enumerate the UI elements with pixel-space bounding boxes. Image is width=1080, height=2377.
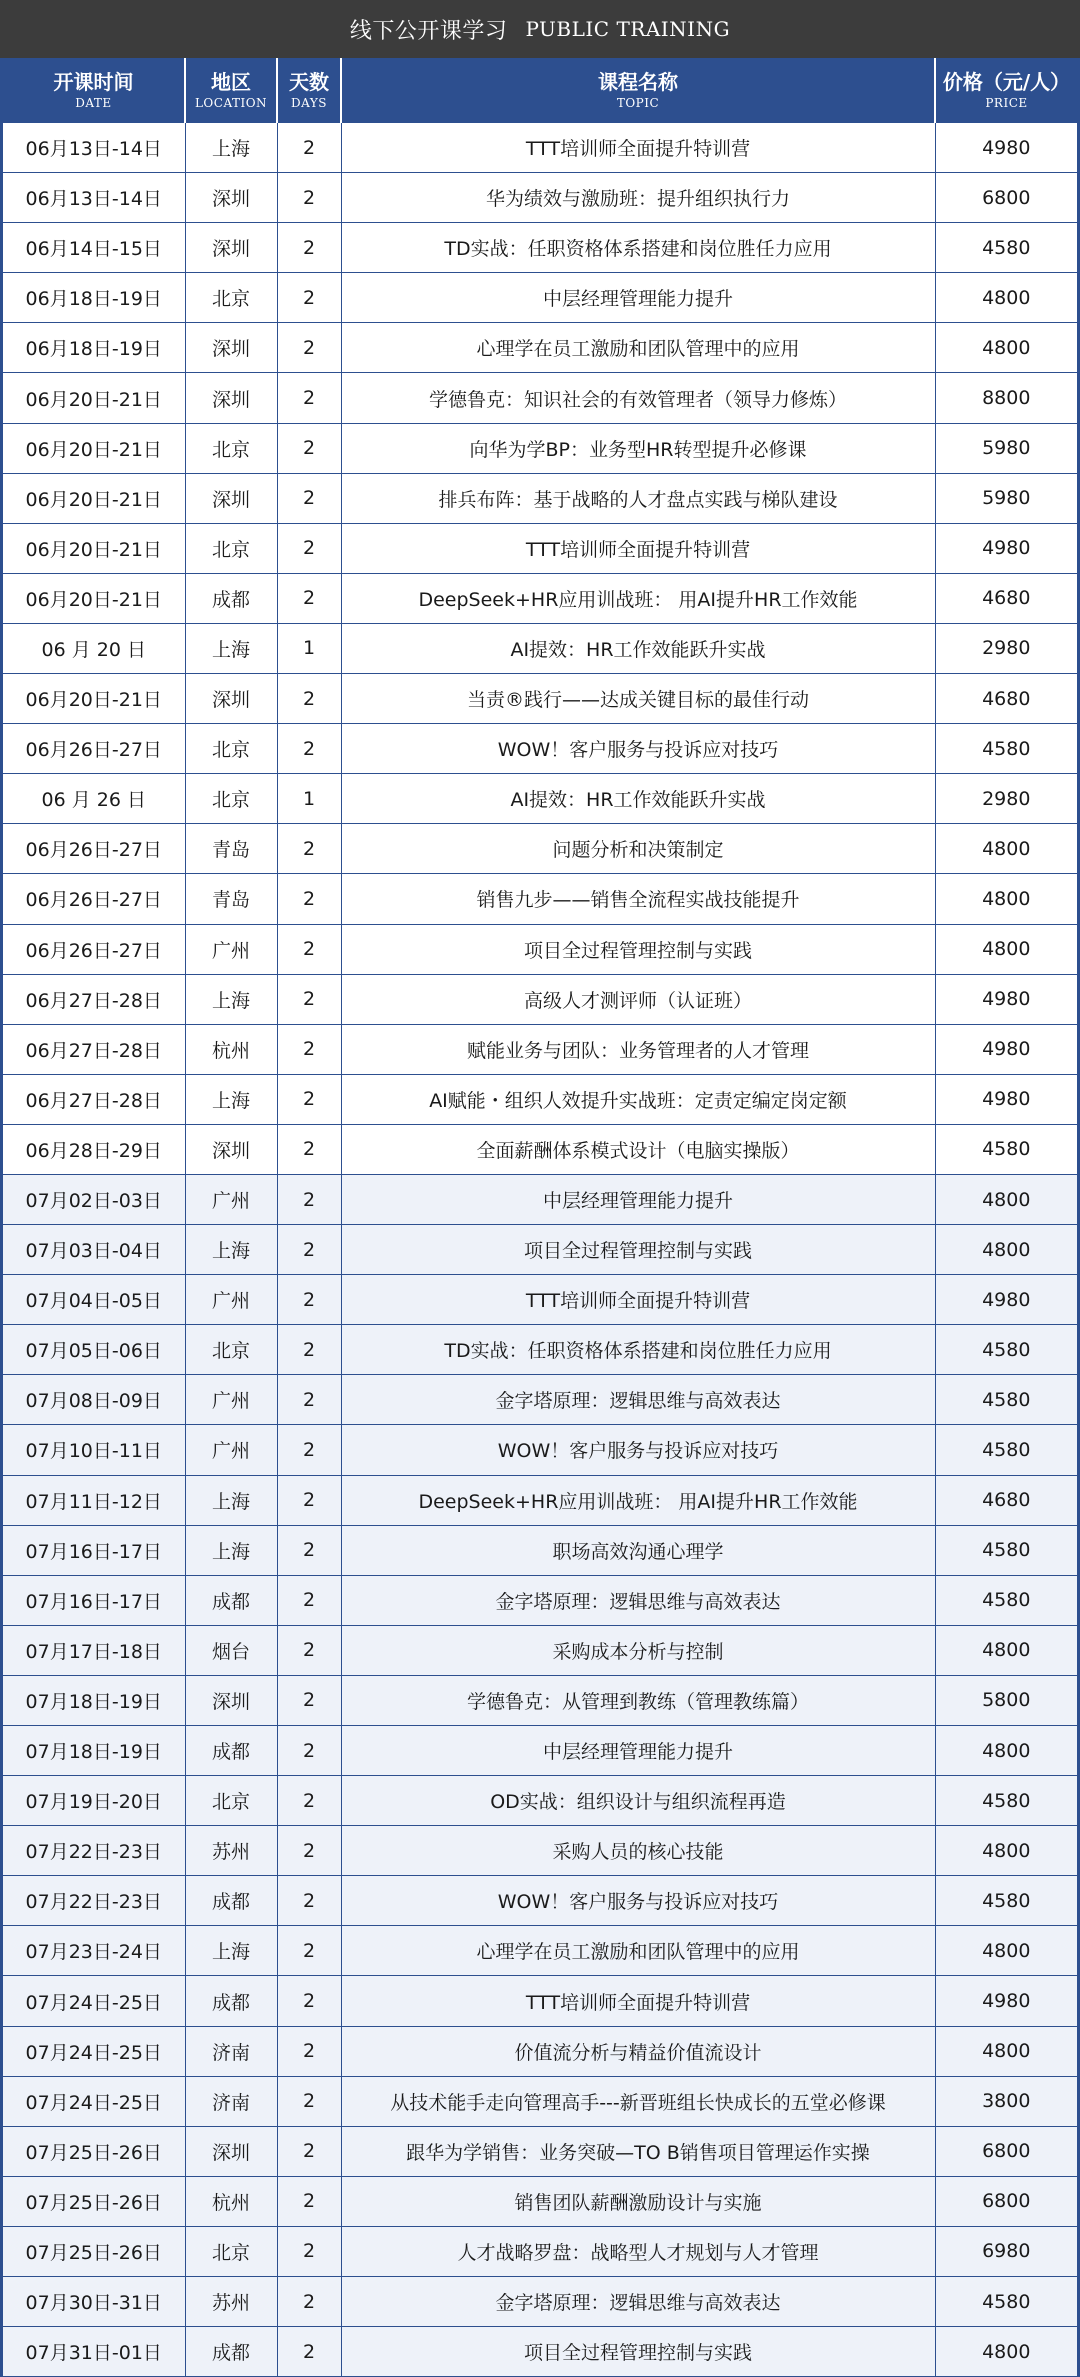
table-row: [3, 1275, 1077, 1325]
cell-date: 06月20日-21日: [3, 674, 185, 724]
cell-location: 北京: [185, 774, 277, 824]
cell-location: 深圳: [185, 223, 277, 273]
cell-topic: 排兵布阵：基于战略的人才盘点实践与梯队建设: [341, 473, 935, 523]
cell-location: 深圳: [185, 373, 277, 423]
cell-date: 07月22日-23日: [3, 1876, 185, 1926]
cell-location: 深圳: [185, 2126, 277, 2176]
cell-price: 4800: [935, 1174, 1077, 1224]
table-row: [3, 924, 1077, 974]
table-row: [3, 273, 1077, 323]
cell-location: 上海: [185, 623, 277, 673]
cell-price: 4800: [935, 924, 1077, 974]
cell-date: 07月30日-31日: [3, 2277, 185, 2327]
cell-days: 2: [277, 1425, 341, 1475]
cell-location: 深圳: [185, 1675, 277, 1725]
cell-price: 4580: [935, 724, 1077, 774]
table-row: [3, 623, 1077, 673]
cell-location: 烟台: [185, 1625, 277, 1675]
cell-topic: 心理学在员工激励和团队管理中的应用: [341, 323, 935, 373]
cell-price: 4580: [935, 2277, 1077, 2327]
cell-location: 上海: [185, 1225, 277, 1275]
cell-price: 4980: [935, 1024, 1077, 1074]
cell-days: 2: [277, 323, 341, 373]
table-row: [3, 1926, 1077, 1976]
cell-price: 4980: [935, 1074, 1077, 1124]
schedule-frame: [0, 58, 1080, 2377]
cell-date: 07月31日-01日: [3, 2327, 185, 2377]
cell-price: 4800: [935, 824, 1077, 874]
cell-price: 5980: [935, 473, 1077, 523]
table-row: [3, 674, 1077, 724]
cell-topic: TTT培训师全面提升特训营: [341, 1275, 935, 1325]
cell-days: 2: [277, 2076, 341, 2126]
cell-date: 06月26日-27日: [3, 924, 185, 974]
cell-days: 2: [277, 1776, 341, 1826]
cell-days: 2: [277, 1174, 341, 1224]
cell-days: 2: [277, 1926, 341, 1976]
cell-location: 广州: [185, 1425, 277, 1475]
table-row: [3, 223, 1077, 273]
cell-price: 4980: [935, 1275, 1077, 1325]
column-header-location: 地区 LOCATION: [185, 58, 277, 123]
cell-date: 06月28日-29日: [3, 1124, 185, 1174]
cell-days: 2: [277, 373, 341, 423]
cell-topic: 从技术能手走向管理高手---新晋班组长快成长的五堂必修课: [341, 2076, 935, 2126]
table-row: [3, 1625, 1077, 1675]
table-row: [3, 1024, 1077, 1074]
cell-price: 4800: [935, 2026, 1077, 2076]
cell-topic: 采购成本分析与控制: [341, 1625, 935, 1675]
table-row: [3, 1074, 1077, 1124]
cell-days: 2: [277, 2176, 341, 2226]
cell-date: 06月27日-28日: [3, 1024, 185, 1074]
cell-price: 2980: [935, 623, 1077, 673]
cell-topic: 赋能业务与团队：业务管理者的人才管理: [341, 1024, 935, 1074]
cell-days: 2: [277, 1625, 341, 1675]
cell-topic: AI赋能・组织人效提升实战班：定责定编定岗定额: [341, 1074, 935, 1124]
table-row: [3, 1826, 1077, 1876]
cell-date: 07月03日-04日: [3, 1225, 185, 1275]
cell-price: 2980: [935, 774, 1077, 824]
cell-location: 北京: [185, 1325, 277, 1375]
cell-date: 06月20日-21日: [3, 373, 185, 423]
cell-location: 深圳: [185, 473, 277, 523]
cell-topic: 心理学在员工激励和团队管理中的应用: [341, 1926, 935, 1976]
cell-date: 07月24日-25日: [3, 2026, 185, 2076]
cell-date: 07月16日-17日: [3, 1525, 185, 1575]
table-row: [3, 974, 1077, 1024]
cell-location: 深圳: [185, 674, 277, 724]
cell-date: 07月11日-12日: [3, 1475, 185, 1525]
cell-days: 2: [277, 473, 341, 523]
cell-date: 07月18日-19日: [3, 1675, 185, 1725]
cell-date: 07月05日-06日: [3, 1325, 185, 1375]
cell-price: 4800: [935, 874, 1077, 924]
table-body: [3, 123, 1077, 2377]
cell-location: 杭州: [185, 2176, 277, 2226]
cell-price: 4980: [935, 123, 1077, 173]
cell-price: 3800: [935, 2076, 1077, 2126]
cell-days: 2: [277, 2327, 341, 2377]
cell-date: 06月27日-28日: [3, 974, 185, 1024]
cell-date: 06月27日-28日: [3, 1074, 185, 1124]
cell-days: 2: [277, 1074, 341, 1124]
cell-date: 07月17日-18日: [3, 1625, 185, 1675]
cell-price: 6980: [935, 2226, 1077, 2276]
cell-price: 4580: [935, 1375, 1077, 1425]
cell-date: 07月25日-26日: [3, 2176, 185, 2226]
cell-date: 06月20日-21日: [3, 423, 185, 473]
cell-date: 07月02日-03日: [3, 1174, 185, 1224]
cell-price: 4680: [935, 573, 1077, 623]
cell-topic: 项目全过程管理控制与实践: [341, 2327, 935, 2377]
table-row: [3, 2076, 1077, 2126]
cell-price: 4580: [935, 1425, 1077, 1475]
column-header-date: 开课时间 DATE: [3, 58, 185, 123]
table-row: [3, 1575, 1077, 1625]
cell-days: 2: [277, 974, 341, 1024]
cell-days: 2: [277, 423, 341, 473]
cell-location: 广州: [185, 1375, 277, 1425]
cell-days: 2: [277, 1275, 341, 1325]
cell-date: 06月26日-27日: [3, 724, 185, 774]
cell-topic: WOW！客户服务与投诉应对技巧: [341, 1425, 935, 1475]
cell-date: 06月14日-15日: [3, 223, 185, 273]
cell-date: 06月26日-27日: [3, 824, 185, 874]
cell-topic: 中层经理管理能力提升: [341, 1726, 935, 1776]
cell-topic: OD实战：组织设计与组织流程再造: [341, 1776, 935, 1826]
cell-date: 07月18日-19日: [3, 1726, 185, 1776]
cell-date: 06月18日-19日: [3, 273, 185, 323]
cell-topic: TTT培训师全面提升特训营: [341, 123, 935, 173]
cell-topic: 销售团队薪酬激励设计与实施: [341, 2176, 935, 2226]
cell-date: 07月19日-20日: [3, 1776, 185, 1826]
cell-topic: 采购人员的核心技能: [341, 1826, 935, 1876]
cell-days: 2: [277, 824, 341, 874]
cell-topic: 金字塔原理：逻辑思维与高效表达: [341, 2277, 935, 2327]
cell-price: 5800: [935, 1675, 1077, 1725]
cell-topic: WOW！客户服务与投诉应对技巧: [341, 724, 935, 774]
cell-date: 07月10日-11日: [3, 1425, 185, 1475]
cell-price: 4580: [935, 1124, 1077, 1174]
cell-date: 07月25日-26日: [3, 2226, 185, 2276]
column-header-topic: 课程名称 TOPIC: [341, 58, 935, 123]
cell-date: 07月08日-09日: [3, 1375, 185, 1425]
table-row: [3, 523, 1077, 573]
table-header: [3, 58, 1077, 123]
cell-days: 2: [277, 1225, 341, 1275]
cell-price: 4580: [935, 1325, 1077, 1375]
cell-days: 2: [277, 223, 341, 273]
cell-date: 06月20日-21日: [3, 573, 185, 623]
cell-date: 06月20日-21日: [3, 523, 185, 573]
cell-location: 济南: [185, 2026, 277, 2076]
cell-days: 2: [277, 523, 341, 573]
table-row: [3, 1325, 1077, 1375]
cell-price: 4800: [935, 1225, 1077, 1275]
cell-days: 2: [277, 724, 341, 774]
cell-location: 上海: [185, 123, 277, 173]
cell-topic: 价值流分析与精益价值流设计: [341, 2026, 935, 2076]
cell-price: 6800: [935, 2176, 1077, 2226]
cell-days: 2: [277, 1124, 341, 1174]
column-header-price: 价格（元/人） PRICE: [935, 58, 1077, 123]
cell-topic: TTT培训师全面提升特训营: [341, 523, 935, 573]
cell-date: 07月22日-23日: [3, 1826, 185, 1876]
cell-days: 2: [277, 2226, 341, 2276]
cell-price: 4580: [935, 1776, 1077, 1826]
cell-date: 07月24日-25日: [3, 2076, 185, 2126]
title-en: PUBLIC TRAINING: [525, 17, 731, 41]
cell-topic: 金字塔原理：逻辑思维与高效表达: [341, 1375, 935, 1425]
cell-topic: 中层经理管理能力提升: [341, 273, 935, 323]
cell-date: 07月24日-25日: [3, 1976, 185, 2026]
table-row: [3, 724, 1077, 774]
table-row: [3, 1976, 1077, 2026]
cell-topic: 人才战略罗盘：战略型人才规划与人才管理: [341, 2226, 935, 2276]
table-row: [3, 2026, 1077, 2076]
cell-days: 2: [277, 1525, 341, 1575]
cell-price: 4580: [935, 1525, 1077, 1575]
cell-days: 2: [277, 1325, 341, 1375]
cell-days: 2: [277, 573, 341, 623]
cell-price: 4800: [935, 2327, 1077, 2377]
cell-date: 07月23日-24日: [3, 1926, 185, 1976]
cell-date: 07月25日-26日: [3, 2126, 185, 2176]
cell-days: 2: [277, 1976, 341, 2026]
cell-price: 4800: [935, 1726, 1077, 1776]
cell-location: 上海: [185, 1074, 277, 1124]
cell-topic: DeepSeek+HR应用训战班： 用AI提升HR工作效能: [341, 1475, 935, 1525]
cell-topic: 问题分析和决策制定: [341, 824, 935, 874]
table-row: [3, 824, 1077, 874]
cell-days: 2: [277, 1475, 341, 1525]
table-row: [3, 774, 1077, 824]
cell-days: 2: [277, 1575, 341, 1625]
cell-topic: 学德鲁克：从管理到教练（管理教练篇）: [341, 1675, 935, 1725]
table-row: [3, 1425, 1077, 1475]
table-row: [3, 1876, 1077, 1926]
cell-location: 成都: [185, 2327, 277, 2377]
cell-location: 广州: [185, 1275, 277, 1325]
table-row: [3, 2277, 1077, 2327]
cell-location: 上海: [185, 1525, 277, 1575]
cell-topic: TTT培训师全面提升特训营: [341, 1976, 935, 2026]
cell-days: 2: [277, 924, 341, 974]
table-row: [3, 1675, 1077, 1725]
table-row: [3, 2327, 1077, 2377]
cell-price: 6800: [935, 173, 1077, 223]
cell-days: 2: [277, 2126, 341, 2176]
cell-days: 2: [277, 874, 341, 924]
cell-date: 06 月 20 日: [3, 623, 185, 673]
cell-location: 青岛: [185, 874, 277, 924]
table-row: [3, 2176, 1077, 2226]
cell-topic: 学德鲁克：知识社会的有效管理者（领导力修炼）: [341, 373, 935, 423]
cell-days: 2: [277, 1375, 341, 1425]
cell-price: 4980: [935, 974, 1077, 1024]
cell-topic: 项目全过程管理控制与实践: [341, 924, 935, 974]
cell-topic: 销售九步——销售全流程实战技能提升: [341, 874, 935, 924]
cell-location: 上海: [185, 974, 277, 1024]
cell-price: 4580: [935, 1876, 1077, 1926]
cell-topic: DeepSeek+HR应用训战班： 用AI提升HR工作效能: [341, 573, 935, 623]
cell-location: 上海: [185, 1475, 277, 1525]
table-row: [3, 1124, 1077, 1174]
cell-days: 2: [277, 273, 341, 323]
table-row: [3, 573, 1077, 623]
cell-location: 深圳: [185, 1124, 277, 1174]
cell-date: 06月26日-27日: [3, 874, 185, 924]
cell-topic: 华为绩效与激励班：提升组织执行力: [341, 173, 935, 223]
cell-topic: 向华为学BP：业务型HR转型提升必修课: [341, 423, 935, 473]
cell-topic: 当责®践行——达成关键目标的最佳行动: [341, 674, 935, 724]
cell-days: 2: [277, 1726, 341, 1776]
cell-price: 4580: [935, 223, 1077, 273]
cell-price: 5980: [935, 423, 1077, 473]
cell-topic: TD实战：任职资格体系搭建和岗位胜任力应用: [341, 1325, 935, 1375]
cell-location: 上海: [185, 1926, 277, 1976]
cell-date: 06月13日-14日: [3, 173, 185, 223]
table-row: [3, 1475, 1077, 1525]
cell-location: 北京: [185, 1776, 277, 1826]
table-row: [3, 1776, 1077, 1826]
cell-days: 1: [277, 623, 341, 673]
cell-date: 07月04日-05日: [3, 1275, 185, 1325]
cell-location: 济南: [185, 2076, 277, 2126]
column-header-days: 天数 DAYS: [277, 58, 341, 123]
cell-location: 成都: [185, 573, 277, 623]
cell-date: 06月13日-14日: [3, 123, 185, 173]
cell-price: 6800: [935, 2126, 1077, 2176]
cell-location: 深圳: [185, 323, 277, 373]
table-row: [3, 1375, 1077, 1425]
cell-topic: 全面薪酬体系模式设计（电脑实操版）: [341, 1124, 935, 1174]
cell-price: 8800: [935, 373, 1077, 423]
cell-topic: 中层经理管理能力提升: [341, 1174, 935, 1224]
cell-topic: 高级人才测评师（认证班）: [341, 974, 935, 1024]
cell-location: 北京: [185, 724, 277, 774]
cell-days: 2: [277, 173, 341, 223]
cell-location: 广州: [185, 924, 277, 974]
cell-date: 06月18日-19日: [3, 323, 185, 373]
table-row: [3, 423, 1077, 473]
page-title: [0, 0, 1080, 58]
cell-topic: 项目全过程管理控制与实践: [341, 1225, 935, 1275]
cell-topic: 金字塔原理：逻辑思维与高效表达: [341, 1575, 935, 1625]
cell-days: 2: [277, 123, 341, 173]
cell-price: 4680: [935, 1475, 1077, 1525]
cell-price: 4980: [935, 1976, 1077, 2026]
course-schedule-table: [3, 58, 1077, 2377]
cell-days: 1: [277, 774, 341, 824]
cell-location: 成都: [185, 1575, 277, 1625]
cell-location: 北京: [185, 423, 277, 473]
cell-price: 4800: [935, 1625, 1077, 1675]
table-row: [3, 173, 1077, 223]
table-row: [3, 874, 1077, 924]
table-row: [3, 1174, 1077, 1224]
cell-location: 北京: [185, 273, 277, 323]
cell-location: 成都: [185, 1976, 277, 2026]
cell-price: 4580: [935, 1575, 1077, 1625]
cell-price: 4800: [935, 323, 1077, 373]
table-row: [3, 2226, 1077, 2276]
cell-topic: WOW！客户服务与投诉应对技巧: [341, 1876, 935, 1926]
cell-price: 4800: [935, 1926, 1077, 1976]
cell-days: 2: [277, 674, 341, 724]
cell-location: 北京: [185, 2226, 277, 2276]
table-row: [3, 1225, 1077, 1275]
cell-days: 2: [277, 2026, 341, 2076]
cell-topic: 职场高效沟通心理学: [341, 1525, 935, 1575]
cell-days: 2: [277, 1826, 341, 1876]
cell-topic: AI提效：HR工作效能跃升实战: [341, 774, 935, 824]
cell-location: 苏州: [185, 2277, 277, 2327]
cell-days: 2: [277, 1876, 341, 1926]
cell-date: 06 月 26 日: [3, 774, 185, 824]
cell-location: 成都: [185, 1726, 277, 1776]
cell-price: 4980: [935, 523, 1077, 573]
table-row: [3, 2126, 1077, 2176]
table-row: [3, 1525, 1077, 1575]
cell-days: 2: [277, 1675, 341, 1725]
table-row: [3, 123, 1077, 173]
cell-location: 深圳: [185, 173, 277, 223]
cell-days: 2: [277, 2277, 341, 2327]
cell-topic: TD实战：任职资格体系搭建和岗位胜任力应用: [341, 223, 935, 273]
cell-price: 4680: [935, 674, 1077, 724]
cell-price: 4800: [935, 273, 1077, 323]
cell-location: 广州: [185, 1174, 277, 1224]
cell-location: 北京: [185, 523, 277, 573]
table-row: [3, 1726, 1077, 1776]
table-row: [3, 323, 1077, 373]
cell-location: 苏州: [185, 1826, 277, 1876]
cell-location: 青岛: [185, 824, 277, 874]
title-zh: 线下公开课学习: [349, 18, 508, 44]
table-row: [3, 473, 1077, 523]
cell-price: 4800: [935, 1826, 1077, 1876]
cell-topic: 跟华为学销售：业务突破—TO B销售项目管理运作实操: [341, 2126, 935, 2176]
table-row: [3, 373, 1077, 423]
cell-location: 杭州: [185, 1024, 277, 1074]
cell-location: 成都: [185, 1876, 277, 1926]
cell-date: 06月20日-21日: [3, 473, 185, 523]
cell-date: 07月16日-17日: [3, 1575, 185, 1625]
cell-days: 2: [277, 1024, 341, 1074]
cell-topic: AI提效：HR工作效能跃升实战: [341, 623, 935, 673]
